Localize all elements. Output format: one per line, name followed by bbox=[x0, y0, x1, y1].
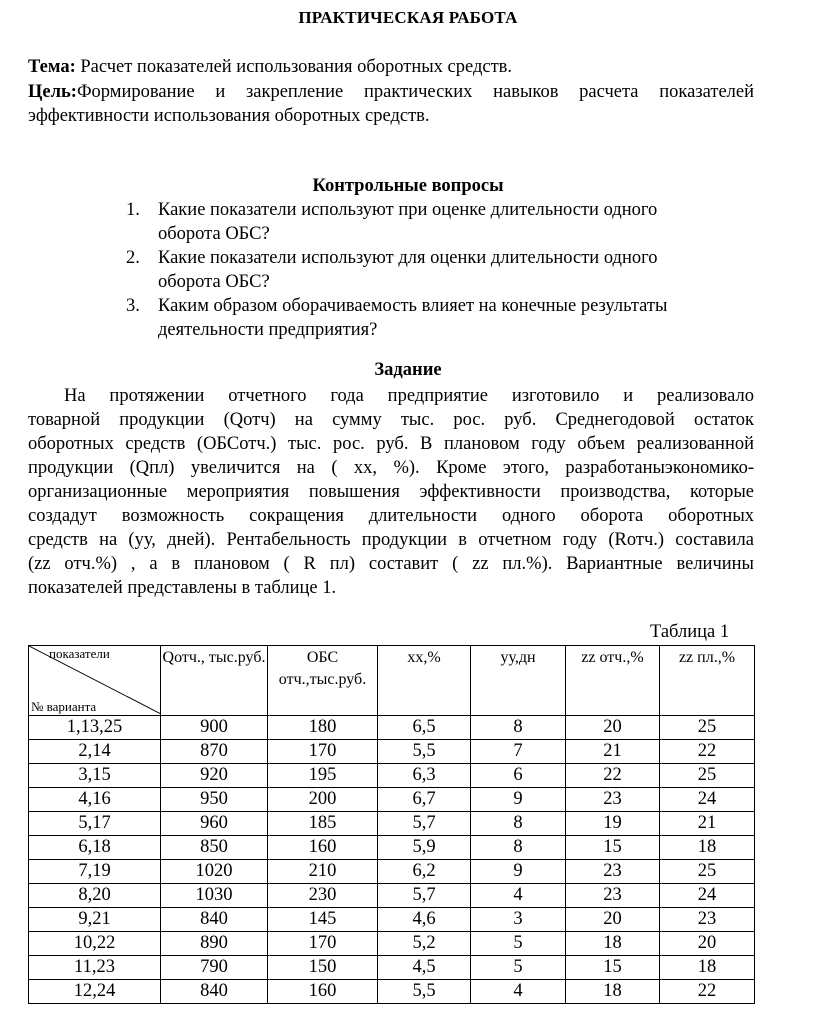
value-cell: 160 bbox=[268, 980, 378, 1004]
variant-number-cell: 3,15 bbox=[29, 764, 161, 788]
value-cell: 23 bbox=[566, 860, 660, 884]
question-number: 3. bbox=[126, 296, 140, 316]
value-cell: 9 bbox=[471, 788, 566, 812]
value-cell: 4,5 bbox=[378, 956, 471, 980]
value-cell: 790 bbox=[161, 956, 268, 980]
value-cell: 1030 bbox=[161, 884, 268, 908]
control-questions-heading: Контрольные вопросы bbox=[312, 176, 504, 196]
value-cell: 5 bbox=[471, 956, 566, 980]
table-header-row bbox=[29, 646, 755, 716]
corner-header-cell bbox=[29, 646, 161, 716]
value-cell: 18 bbox=[566, 932, 660, 956]
table-row bbox=[29, 932, 755, 956]
question-text: оборота ОБС? bbox=[158, 224, 270, 244]
value-cell: 15 bbox=[566, 836, 660, 860]
value-cell: 4,6 bbox=[378, 908, 471, 932]
variant-number-cell: 7,19 bbox=[29, 860, 161, 884]
value-cell: 5,7 bbox=[378, 884, 471, 908]
variant-number-cell: 10,22 bbox=[29, 932, 161, 956]
value-cell: 24 bbox=[660, 788, 755, 812]
value-cell: 5,5 bbox=[378, 980, 471, 1004]
value-cell: 4 bbox=[471, 884, 566, 908]
task-line: оборотных средств (ОБСотч.) тыс. рос. руб. В плановом году объем реализованной bbox=[28, 434, 754, 454]
task-heading: Задание bbox=[374, 360, 442, 380]
topic-line bbox=[28, 55, 754, 79]
value-cell: 200 bbox=[268, 788, 378, 812]
variant-number-cell: 2,14 bbox=[29, 740, 161, 764]
value-cell: 8 bbox=[471, 812, 566, 836]
goal-label: Цель: bbox=[28, 82, 77, 102]
variant-number-cell: 6,18 bbox=[29, 836, 161, 860]
value-cell: 160 bbox=[268, 836, 378, 860]
value-cell: 18 bbox=[660, 836, 755, 860]
table-row bbox=[29, 764, 755, 788]
variant-number-cell: 1,13,25 bbox=[29, 716, 161, 740]
variant-number-cell: 8,20 bbox=[29, 884, 161, 908]
task-line: создадут возможность сокращения длительности одного оборота оборотных bbox=[28, 506, 754, 526]
value-cell: 5,5 bbox=[378, 740, 471, 764]
value-cell: 5 bbox=[471, 932, 566, 956]
task-line: показателей представлены в таблице 1. bbox=[28, 578, 337, 598]
value-cell: 15 bbox=[566, 956, 660, 980]
task-line: товарной продукции (Qотч) на сумму тыс. рос. руб. Среднегодовой остаток bbox=[28, 410, 754, 430]
variants-table bbox=[28, 645, 755, 1004]
value-cell: 170 bbox=[268, 740, 378, 764]
value-cell: 3 bbox=[471, 908, 566, 932]
value-cell: 8 bbox=[471, 716, 566, 740]
value-cell: 25 bbox=[660, 860, 755, 884]
question-number: 1. bbox=[126, 200, 140, 220]
value-cell: 9 bbox=[471, 860, 566, 884]
value-cell: 6,3 bbox=[378, 764, 471, 788]
table-row bbox=[29, 716, 755, 740]
value-cell: 850 bbox=[161, 836, 268, 860]
value-cell: 950 bbox=[161, 788, 268, 812]
value-cell: 19 bbox=[566, 812, 660, 836]
column-header: zz отч.,% bbox=[566, 646, 660, 716]
question-text: Какие показатели используют при оценке длительности одного bbox=[158, 200, 658, 220]
value-cell: 890 bbox=[161, 932, 268, 956]
variant-number-cell: 9,21 bbox=[29, 908, 161, 932]
value-cell: 21 bbox=[660, 812, 755, 836]
value-cell: 145 bbox=[268, 908, 378, 932]
question-number: 2. bbox=[126, 248, 140, 268]
value-cell: 22 bbox=[566, 764, 660, 788]
task-line: организационные мероприятия повышения эффективности производства, которые bbox=[28, 482, 754, 502]
value-cell: 5,7 bbox=[378, 812, 471, 836]
value-cell: 230 bbox=[268, 884, 378, 908]
value-cell: 185 bbox=[268, 812, 378, 836]
task-line: На протяжении отчетного года предприятие изготовило и реализовало bbox=[64, 386, 754, 406]
column-header: Qотч., тыс.руб. bbox=[161, 646, 268, 716]
value-cell: 6,2 bbox=[378, 860, 471, 884]
task-line: (zz отч.%) , а в плановом ( R пл) составит ( zz пл.%). Вариантные величины bbox=[28, 554, 754, 574]
value-cell: 8 bbox=[471, 836, 566, 860]
value-cell: 900 bbox=[161, 716, 268, 740]
value-cell: 6,5 bbox=[378, 716, 471, 740]
table-body bbox=[29, 716, 755, 1004]
topic-label: Тема: bbox=[28, 57, 76, 77]
topic-text: Расчет показателей использования оборотных средств. bbox=[75, 57, 513, 77]
value-cell: 20 bbox=[566, 908, 660, 932]
table-row bbox=[29, 788, 755, 812]
table-row bbox=[29, 908, 755, 932]
value-cell: 210 bbox=[268, 860, 378, 884]
value-cell: 18 bbox=[660, 956, 755, 980]
value-cell: 22 bbox=[660, 980, 755, 1004]
goal-line-2: эффективности использования оборотных средств. bbox=[28, 106, 430, 126]
page-title: ПРАКТИЧЕСКАЯ РАБОТА bbox=[298, 8, 518, 27]
question-text: оборота ОБС? bbox=[158, 272, 270, 292]
task-line: продукции (Qпл) увеличится на ( хх, %). Кроме этого, разработаныэкономико- bbox=[28, 458, 754, 478]
value-cell: 21 bbox=[566, 740, 660, 764]
goal-text-1: Формирование и закрепление практических навыков расчета показателей bbox=[76, 82, 754, 102]
value-cell: 24 bbox=[660, 884, 755, 908]
column-header: zz пл.,% bbox=[660, 646, 755, 716]
question-text: Какие показатели используют для оценки длительности одного bbox=[158, 248, 658, 268]
table-row bbox=[29, 884, 755, 908]
value-cell: 22 bbox=[660, 740, 755, 764]
corner-label-variant: № варианта bbox=[31, 699, 97, 714]
variant-number-cell: 4,16 bbox=[29, 788, 161, 812]
value-cell: 5,9 bbox=[378, 836, 471, 860]
value-cell: 840 bbox=[161, 908, 268, 932]
value-cell: 6 bbox=[471, 764, 566, 788]
corner-label-indicators: показатели bbox=[49, 646, 110, 661]
value-cell: 6,7 bbox=[378, 788, 471, 812]
value-cell: 5,2 bbox=[378, 932, 471, 956]
value-cell: 23 bbox=[660, 908, 755, 932]
value-cell: 180 bbox=[268, 716, 378, 740]
value-cell: 20 bbox=[566, 716, 660, 740]
variant-number-cell: 5,17 bbox=[29, 812, 161, 836]
variant-number-cell: 11,23 bbox=[29, 956, 161, 980]
value-cell: 150 bbox=[268, 956, 378, 980]
table-row bbox=[29, 812, 755, 836]
table-row bbox=[29, 836, 755, 860]
value-cell: 960 bbox=[161, 812, 268, 836]
table-row bbox=[29, 980, 755, 1004]
table-row bbox=[29, 860, 755, 884]
goal-line-1 bbox=[28, 80, 754, 104]
table-caption: Таблица 1 bbox=[650, 622, 730, 642]
value-cell: 25 bbox=[660, 764, 755, 788]
value-cell: 25 bbox=[660, 716, 755, 740]
value-cell: 920 bbox=[161, 764, 268, 788]
value-cell: 1020 bbox=[161, 860, 268, 884]
table-row bbox=[29, 740, 755, 764]
value-cell: 840 bbox=[161, 980, 268, 1004]
value-cell: 170 bbox=[268, 932, 378, 956]
value-cell: 18 bbox=[566, 980, 660, 1004]
value-cell: 23 bbox=[566, 788, 660, 812]
question-text: деятельности предприятия? bbox=[158, 320, 378, 340]
value-cell: 23 bbox=[566, 884, 660, 908]
value-cell: 195 bbox=[268, 764, 378, 788]
column-header: хх,% bbox=[378, 646, 471, 716]
column-header: ОБС отч.,тыс.руб. bbox=[268, 646, 378, 716]
value-cell: 20 bbox=[660, 932, 755, 956]
value-cell: 4 bbox=[471, 980, 566, 1004]
table-row bbox=[29, 956, 755, 980]
question-text: Каким образом оборачиваемость влияет на конечные результаты bbox=[158, 296, 668, 316]
column-header: уу,дн bbox=[471, 646, 566, 716]
value-cell: 870 bbox=[161, 740, 268, 764]
value-cell: 7 bbox=[471, 740, 566, 764]
task-line: средств на (уу, дней). Рентабельность продукции в отчетном году (Rотч.) составила bbox=[28, 530, 754, 550]
variant-number-cell: 12,24 bbox=[29, 980, 161, 1004]
